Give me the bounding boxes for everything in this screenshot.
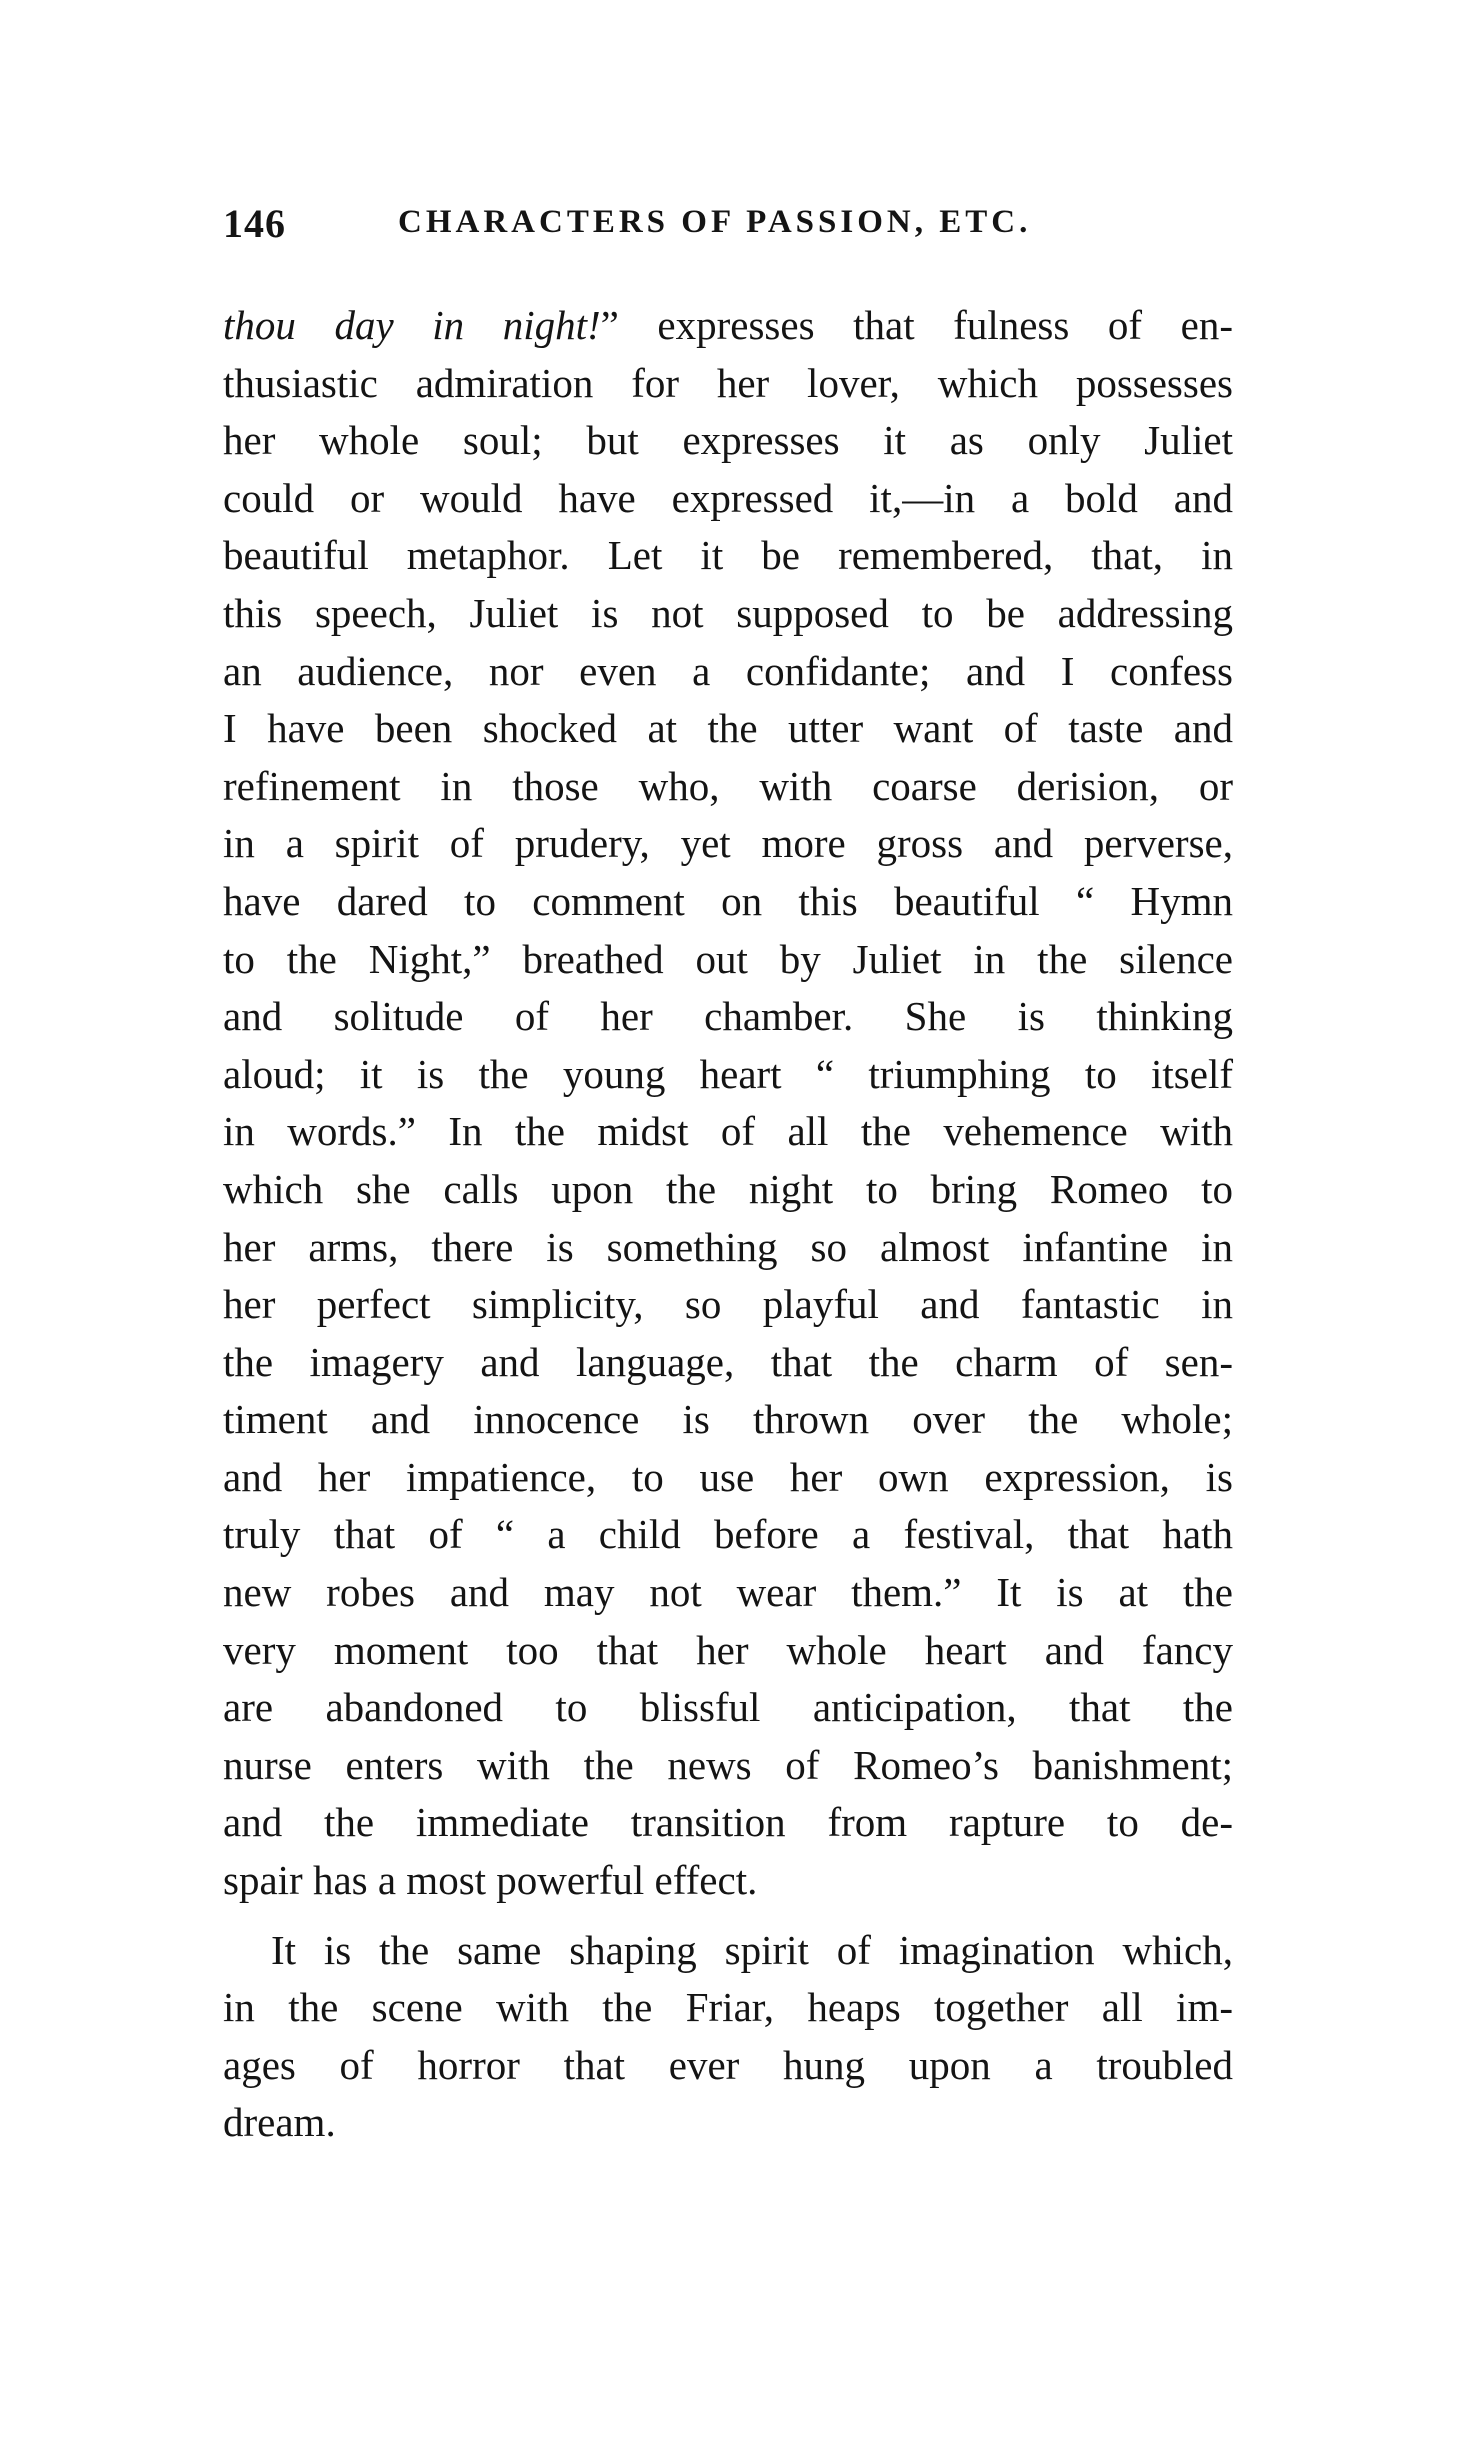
text-line: which she calls upon the night to bring Romeo to <box>223 1165 1233 1212</box>
page-number: 146 <box>223 201 286 246</box>
text-line: an audience, nor even a confidante; and I confess <box>223 647 1233 694</box>
text-line: and the immediate transition from rapture to de- <box>223 1799 1233 1846</box>
text-line: nurse enters with the news of Romeo’s banishment; <box>223 1741 1233 1788</box>
text-line: refinement in those who, with coarse derision, or <box>223 762 1233 809</box>
text-line: timent and innocence is thrown over the whole; <box>223 1396 1233 1443</box>
text-line: are abandoned to blissful anticipation, that the <box>223 1684 1233 1731</box>
italic-quote: thou day in night! <box>223 302 601 348</box>
text-line: thusiastic admiration for her lover, which possesses <box>223 359 1233 406</box>
text-line: dream. <box>223 2099 336 2146</box>
text-line: new robes and may not wear them.” It is at the <box>223 1569 1233 1616</box>
text-line: have dared to comment on this beautiful “ Hymn <box>223 877 1233 924</box>
text-line: truly that of “ a child before a festival, that hath <box>223 1511 1233 1558</box>
text-line: this speech, Juliet is not supposed to be addressing <box>223 589 1233 636</box>
text-line: her whole soul; but expresses it as only Juliet <box>223 417 1233 464</box>
text-line: beautiful metaphor. Let it be remembered, that, in <box>223 532 1233 579</box>
running-title: CHARACTERS OF PASSION, ETC. <box>398 204 1032 240</box>
text-line: in the scene with the Friar, heaps together all im- <box>223 1984 1233 2031</box>
paragraph-2 <box>223 1922 1233 2152</box>
text-line: her arms, there is something so almost infantine in <box>223 1223 1233 1270</box>
text-line: in words.” In the midst of all the vehemence with <box>223 1108 1233 1155</box>
text-line: and solitude of her chamber. She is thinking <box>223 993 1233 1040</box>
text-line: the imagery and language, that the charm of sen- <box>223 1338 1233 1385</box>
text-line: to the Night,” breathed out by Juliet in the silence <box>223 935 1233 982</box>
text-line: spair has a most powerful effect. <box>223 1857 758 1904</box>
body-text <box>223 297 1233 2152</box>
paragraph-1 <box>223 297 1233 1910</box>
text-line: very moment too that her whole heart and fancy <box>223 1626 1233 1673</box>
text-line-rest: ” expresses that fulness of en- <box>600 302 1233 348</box>
text-line <box>223 297 1233 355</box>
text-line: I have been shocked at the utter want of taste and <box>223 705 1233 752</box>
text-line: could or would have expressed it,—in a bold and <box>223 474 1233 521</box>
text-line: and her impatience, to use her own expression, is <box>223 1453 1233 1500</box>
text-line: aloud; it is the young heart “ triumphing to itself <box>223 1050 1233 1097</box>
text-line: It is the same shaping spirit of imagination which, <box>271 1926 1233 1973</box>
text-line: her perfect simplicity, so playful and fantastic in <box>223 1281 1233 1328</box>
text-line: ages of horror that ever hung upon a troubled <box>223 2041 1233 2088</box>
text-line: in a spirit of prudery, yet more gross and perverse, <box>223 820 1233 867</box>
running-head <box>223 200 1233 250</box>
